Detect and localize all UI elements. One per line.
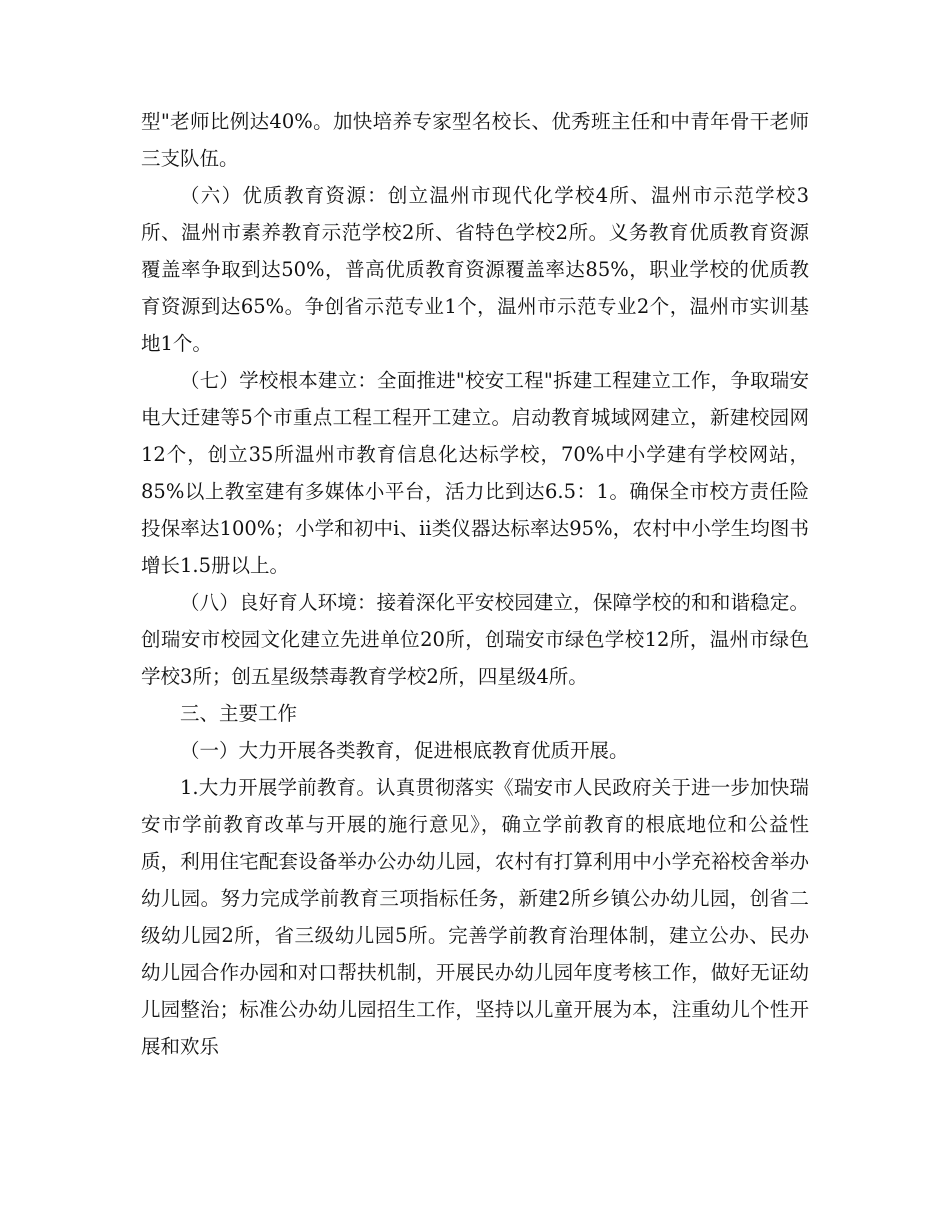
section-heading-main-work: 三、主要工作 [180, 702, 298, 725]
paragraph-environment: （八）良好育人环境：接着深化平安校园建立，保障学校的和和谐稳定。创瑞安市校园文化建立先进单位20所，创瑞安市绿色学校12所，温州市绿色学校3所；创五星级禁毒教育学校2所，四星级4所。 [141, 591, 809, 688]
paragraph-quality-resources: （六）优质教育资源：创立温州市现代化学校4所、温州市示范学校3所、温州市素养教育示范学校2所、省特色学校2所。义务教育优质教育资源覆盖率争取到达50%，普高优质教育资源覆盖率达85%，职业学校的优质教育资源到达65%。争创省示范专业1个，温州市示范专业2个，温州市实训基地1个。 [141, 184, 809, 355]
paragraph-school-construction: （七）学校根本建立：全面推进"校安工程"拆建工程建立工作，争取瑞安电大迁建等5个市重点工程工程开工建立。启动教育城域网建立，新建校园网12个，创立35所温州市教育信息化达标学校，70%中小学建有学校网站，85%以上教室建有多媒体小平台，活力比到达6.5：1。确保全市校方责任险投保率达100%；小学和初中ⅰ、ⅱ类仪器达标率达95%，农村中小学生均图书增长1.5册以上。 [141, 369, 809, 577]
document-body [141, 103, 809, 1065]
subheading-develop-education: （一）大力开展各类教育，促进根底教育优质开展。 [180, 739, 629, 762]
paragraph-continuation: 型"老师比例达40%。加快培养专家型名校长、优秀班主任和中青年骨干老师三支队伍。 [141, 110, 809, 170]
paragraph-preschool-education: 1.大力开展学前教育。认真贯彻落实《瑞安市人民政府关于进一步加快瑞安市学前教育改革与开展的施行意见》，确立学前教育的根底地位和公益性质，利用住宅配套设备举办公办幼儿园，农村有打算利用中小学充裕校舍举办幼儿园。努力完成学前教育三项指标任务，新建2所乡镇公办幼儿园，创省二级幼儿园2所，省三级幼儿园5所。完善学前教育治理体制，建立公办、民办幼儿园合作办园和对口帮扶机制，开展民办幼儿园年度考核工作，做好无证幼儿园整治；标准公办幼儿园招生工作，坚持以儿童开展为本，注重幼儿个性开展和欢乐 [141, 776, 809, 1058]
